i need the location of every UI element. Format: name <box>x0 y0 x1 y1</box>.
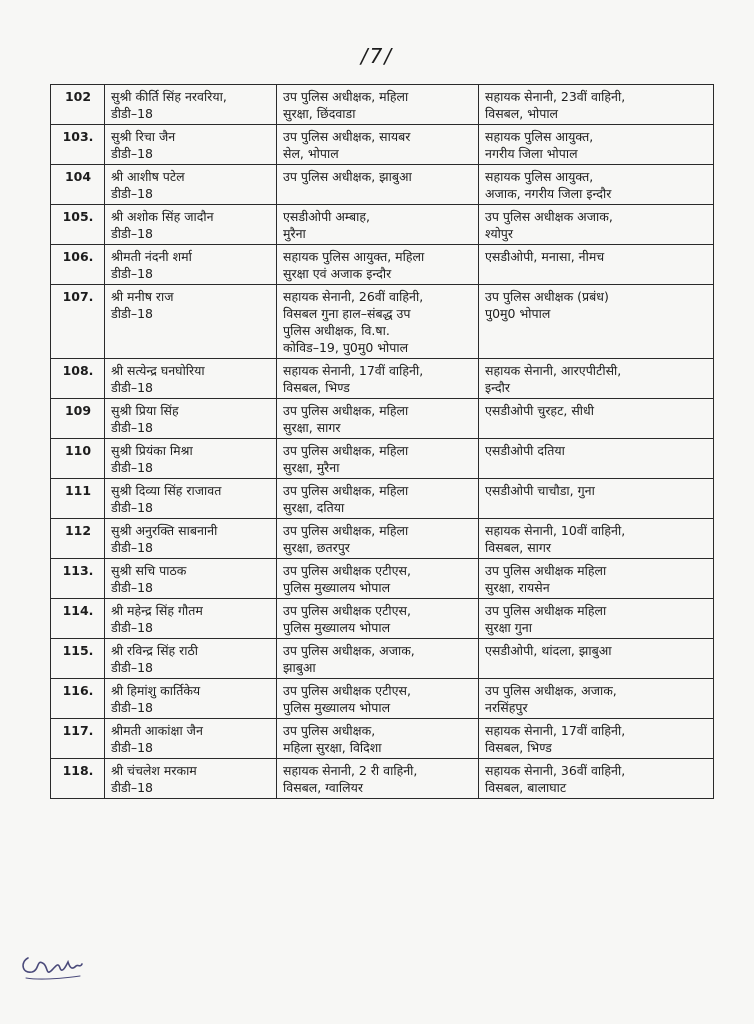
serial-number: 109 <box>51 399 105 439</box>
current-posting-cell <box>277 759 479 799</box>
new-posting-cell <box>479 439 714 479</box>
current-posting-cell <box>277 479 479 519</box>
officer-name: सुश्री प्रिया सिंह <box>111 403 179 418</box>
current-posting-line: सुरक्षा, दतिया <box>283 500 345 515</box>
current-posting-line: उप पुलिस अधीक्षक, अजाक, <box>283 643 415 658</box>
officer-name: सुश्री कीर्ति सिंह नरवरिया, <box>111 89 227 104</box>
current-posting-line: उप पुलिस अधीक्षक एटीएस, <box>283 683 411 698</box>
officer-cell <box>105 719 277 759</box>
new-posting-line: सहायक सेनानी, 10वीं वाहिनी, <box>485 523 626 538</box>
officer-name: श्री मनीष राज <box>111 289 174 304</box>
officer-cell <box>105 759 277 799</box>
new-posting-cell <box>479 359 714 399</box>
officer-name: सुश्री सचि पाठक <box>111 563 187 578</box>
current-posting-line: महिला सुरक्षा, विदिशा <box>283 740 382 755</box>
new-posting-cell <box>479 519 714 559</box>
table-row <box>51 719 714 759</box>
new-posting-cell <box>479 599 714 639</box>
table-row <box>51 399 714 439</box>
current-posting-cell <box>277 245 479 285</box>
current-posting-line: उप पुलिस अधीक्षक, महिला <box>283 443 409 458</box>
serial-number: 116. <box>51 679 105 719</box>
current-posting-cell <box>277 399 479 439</box>
new-posting-cell <box>479 285 714 359</box>
officer-batch: डीडी–18 <box>111 500 154 515</box>
serial-number: 106. <box>51 245 105 285</box>
current-posting-line: सहायक पुलिस आयुक्त, महिला <box>283 249 425 264</box>
serial-number: 118. <box>51 759 105 799</box>
new-posting-cell <box>479 125 714 165</box>
current-posting-cell <box>277 205 479 245</box>
current-posting-line: सुरक्षा, सागर <box>283 420 341 435</box>
officer-batch: डीडी–18 <box>111 226 154 241</box>
current-posting-line: विसबल, भिण्ड <box>283 380 350 395</box>
officer-name: श्री सत्येन्द्र घनघोरिया <box>111 363 205 378</box>
officer-name: श्री महेन्द्र सिंह गौतम <box>111 603 203 618</box>
table-row <box>51 559 714 599</box>
current-posting-line: उप पुलिस अधीक्षक, झाबुआ <box>283 169 412 184</box>
new-posting-line: उप पुलिस अधीक्षक महिला <box>485 563 607 578</box>
current-posting-cell <box>277 679 479 719</box>
current-posting-line: सुरक्षा, छतरपुर <box>283 540 350 555</box>
table-row <box>51 519 714 559</box>
new-posting-line: उप पुलिस अधीक्षक महिला <box>485 603 607 618</box>
new-posting-line: उप पुलिस अधीक्षक अजाक, <box>485 209 613 224</box>
new-posting-line: एसडीओपी, थांदला, झाबुआ <box>485 643 612 658</box>
officer-batch: डीडी–18 <box>111 620 154 635</box>
officer-cell <box>105 439 277 479</box>
table-row <box>51 125 714 165</box>
officer-name: श्रीमती नंदनी शर्मा <box>111 249 192 264</box>
serial-number: 107. <box>51 285 105 359</box>
serial-number: 115. <box>51 639 105 679</box>
serial-number: 112 <box>51 519 105 559</box>
table-row <box>51 759 714 799</box>
current-posting-cell <box>277 519 479 559</box>
officer-batch: डीडी–18 <box>111 780 154 795</box>
new-posting-cell <box>479 399 714 439</box>
current-posting-line: पुलिस मुख्यालय भोपाल <box>283 580 391 595</box>
officer-cell <box>105 399 277 439</box>
current-posting-line: उप पुलिस अधीक्षक, महिला <box>283 483 409 498</box>
new-posting-cell <box>479 559 714 599</box>
current-posting-line: सुरक्षा, छिंदवाडा <box>283 106 356 121</box>
officer-cell <box>105 519 277 559</box>
officer-name: सुश्री दिव्या सिंह राजावत <box>111 483 222 498</box>
officer-name: श्रीमती आकांक्षा जैन <box>111 723 203 738</box>
serial-number: 113. <box>51 559 105 599</box>
table-row <box>51 479 714 519</box>
new-posting-line: सहायक सेनानी, 17वीं वाहिनी, <box>485 723 626 738</box>
officer-cell <box>105 599 277 639</box>
current-posting-line: मुरैना <box>283 226 306 241</box>
new-posting-cell <box>479 205 714 245</box>
signature <box>18 944 88 984</box>
new-posting-line: सहायक सेनानी, 36वीं वाहिनी, <box>485 763 626 778</box>
current-posting-line: पुलिस अधीक्षक, वि.षा. <box>283 323 390 338</box>
serial-number: 103. <box>51 125 105 165</box>
new-posting-line: श्योपुर <box>485 226 514 241</box>
current-posting-line: सहायक सेनानी, 26वीं वाहिनी, <box>283 289 424 304</box>
new-posting-cell <box>479 85 714 125</box>
current-posting-cell <box>277 125 479 165</box>
officer-cell <box>105 245 277 285</box>
officer-batch: डीडी–18 <box>111 740 154 755</box>
current-posting-line: उप पुलिस अधीक्षक, महिला <box>283 89 409 104</box>
new-posting-line: सहायक सेनानी, 23वीं वाहिनी, <box>485 89 626 104</box>
officer-name: श्री हिमांशु कार्तिकेय <box>111 683 201 698</box>
current-posting-cell <box>277 599 479 639</box>
officer-cell <box>105 205 277 245</box>
new-posting-line: उप पुलिस अधीक्षक (प्रबंध) <box>485 289 609 304</box>
new-posting-line: उप पुलिस अधीक्षक, अजाक, <box>485 683 617 698</box>
serial-number: 105. <box>51 205 105 245</box>
current-posting-cell <box>277 85 479 125</box>
table-row <box>51 679 714 719</box>
officer-batch: डीडी–18 <box>111 266 154 281</box>
current-posting-line: उप पुलिस अधीक्षक, <box>283 723 376 738</box>
new-posting-line: विसबल, सागर <box>485 540 552 555</box>
current-posting-cell <box>277 639 479 679</box>
officer-cell <box>105 165 277 205</box>
officer-batch: डीडी–18 <box>111 306 154 321</box>
serial-number: 110 <box>51 439 105 479</box>
serial-number: 117. <box>51 719 105 759</box>
officer-cell <box>105 125 277 165</box>
officer-batch: डीडी–18 <box>111 540 154 555</box>
current-posting-cell <box>277 285 479 359</box>
table-row <box>51 245 714 285</box>
officer-batch: डीडी–18 <box>111 146 154 161</box>
current-posting-line: उप पुलिस अधीक्षक, महिला <box>283 403 409 418</box>
new-posting-line: नगरीय जिला भोपाल <box>485 146 578 161</box>
officer-cell <box>105 639 277 679</box>
new-posting-line: सुरक्षा, रायसेन <box>485 580 550 595</box>
page-number: /7/ <box>360 44 394 68</box>
new-posting-line: विसबल, भोपाल <box>485 106 559 121</box>
officer-cell <box>105 479 277 519</box>
table-row <box>51 639 714 679</box>
serial-number: 104 <box>51 165 105 205</box>
current-posting-line: विसबल, ग्वालियर <box>283 780 363 795</box>
officer-batch: डीडी–18 <box>111 420 154 435</box>
current-posting-cell <box>277 559 479 599</box>
officer-name: सुश्री रिचा जैन <box>111 129 176 144</box>
officer-name: श्री अशोक सिंह जादौन <box>111 209 214 224</box>
officer-name: श्री आशीष पटेल <box>111 169 185 184</box>
officer-batch: डीडी–18 <box>111 186 154 201</box>
new-posting-line: विसबल, भिण्ड <box>485 740 552 755</box>
officer-batch: डीडी–18 <box>111 380 154 395</box>
current-posting-line: सुरक्षा, मुरैना <box>283 460 340 475</box>
officer-batch: डीडी–18 <box>111 660 154 675</box>
new-posting-cell <box>479 679 714 719</box>
officer-batch: डीडी–18 <box>111 580 154 595</box>
current-posting-line: विसबल गुना हाल–संबद्ध उप <box>283 306 411 321</box>
new-posting-cell <box>479 719 714 759</box>
new-posting-line: अजाक, नगरीय जिला इन्दौर <box>485 186 612 201</box>
current-posting-line: सुरक्षा एवं अजाक इन्दौर <box>283 266 392 281</box>
current-posting-line: सहायक सेनानी, 17वीं वाहिनी, <box>283 363 424 378</box>
officer-name: सुश्री प्रियंका मिश्रा <box>111 443 193 458</box>
current-posting-cell <box>277 359 479 399</box>
officer-cell <box>105 679 277 719</box>
new-posting-line: सुरक्षा गुना <box>485 620 532 635</box>
new-posting-line: पु0मु0 भोपाल <box>485 306 551 321</box>
current-posting-cell <box>277 439 479 479</box>
new-posting-cell <box>479 759 714 799</box>
new-posting-line: सहायक पुलिस आयुक्त, <box>485 169 594 184</box>
new-posting-cell <box>479 165 714 205</box>
serial-number: 108. <box>51 359 105 399</box>
current-posting-line: उप पुलिस अधीक्षक, सायबर <box>283 129 411 144</box>
officer-cell <box>105 559 277 599</box>
table-row <box>51 439 714 479</box>
new-posting-line: एसडीओपी, मनासा, नीमच <box>485 249 605 264</box>
current-posting-line: सहायक सेनानी, 2 री वाहिनी, <box>283 763 418 778</box>
transfer-table <box>50 84 714 799</box>
current-posting-line: पुलिस मुख्यालय भोपाल <box>283 700 391 715</box>
current-posting-line: झाबुआ <box>283 660 316 675</box>
new-posting-line: एसडीओपी चाचौडा, गुना <box>485 483 595 498</box>
current-posting-line: एसडीओपी अम्बाह, <box>283 209 370 224</box>
current-posting-line: सेल, भोपाल <box>283 146 339 161</box>
current-posting-cell <box>277 719 479 759</box>
officer-batch: डीडी–18 <box>111 700 154 715</box>
serial-number: 111 <box>51 479 105 519</box>
officer-name: श्री चंचलेश मरकाम <box>111 763 197 778</box>
new-posting-line: सहायक सेनानी, आरएपीटीसी, <box>485 363 622 378</box>
current-posting-line: पुलिस मुख्यालय भोपाल <box>283 620 391 635</box>
officer-batch: डीडी–18 <box>111 460 154 475</box>
officer-name: श्री रविन्द्र सिंह राठी <box>111 643 198 658</box>
current-posting-line: उप पुलिस अधीक्षक एटीएस, <box>283 563 411 578</box>
table-row <box>51 359 714 399</box>
current-posting-cell <box>277 165 479 205</box>
current-posting-line: कोविड–19, पु0मु0 भोपाल <box>283 340 409 355</box>
new-posting-cell <box>479 639 714 679</box>
new-posting-line: सहायक पुलिस आयुक्त, <box>485 129 594 144</box>
table-row <box>51 205 714 245</box>
table-row <box>51 285 714 359</box>
new-posting-line: एसडीओपी दतिया <box>485 443 565 458</box>
new-posting-line: एसडीओपी चुरहट, सीधी <box>485 403 594 418</box>
serial-number: 102 <box>51 85 105 125</box>
officer-cell <box>105 359 277 399</box>
table-row <box>51 165 714 205</box>
table-row <box>51 599 714 639</box>
new-posting-line: इन्दौर <box>485 380 510 395</box>
serial-number: 114. <box>51 599 105 639</box>
officer-cell <box>105 285 277 359</box>
new-posting-line: विसबल, बालाघाट <box>485 780 567 795</box>
officer-name: सुश्री अनुरक्ति साबनानी <box>111 523 218 538</box>
new-posting-line: नरसिंहपुर <box>485 700 528 715</box>
current-posting-line: उप पुलिस अधीक्षक एटीएस, <box>283 603 411 618</box>
officer-batch: डीडी–18 <box>111 106 154 121</box>
table-row <box>51 85 714 125</box>
officer-cell <box>105 85 277 125</box>
current-posting-line: उप पुलिस अधीक्षक, महिला <box>283 523 409 538</box>
new-posting-cell <box>479 245 714 285</box>
new-posting-cell <box>479 479 714 519</box>
